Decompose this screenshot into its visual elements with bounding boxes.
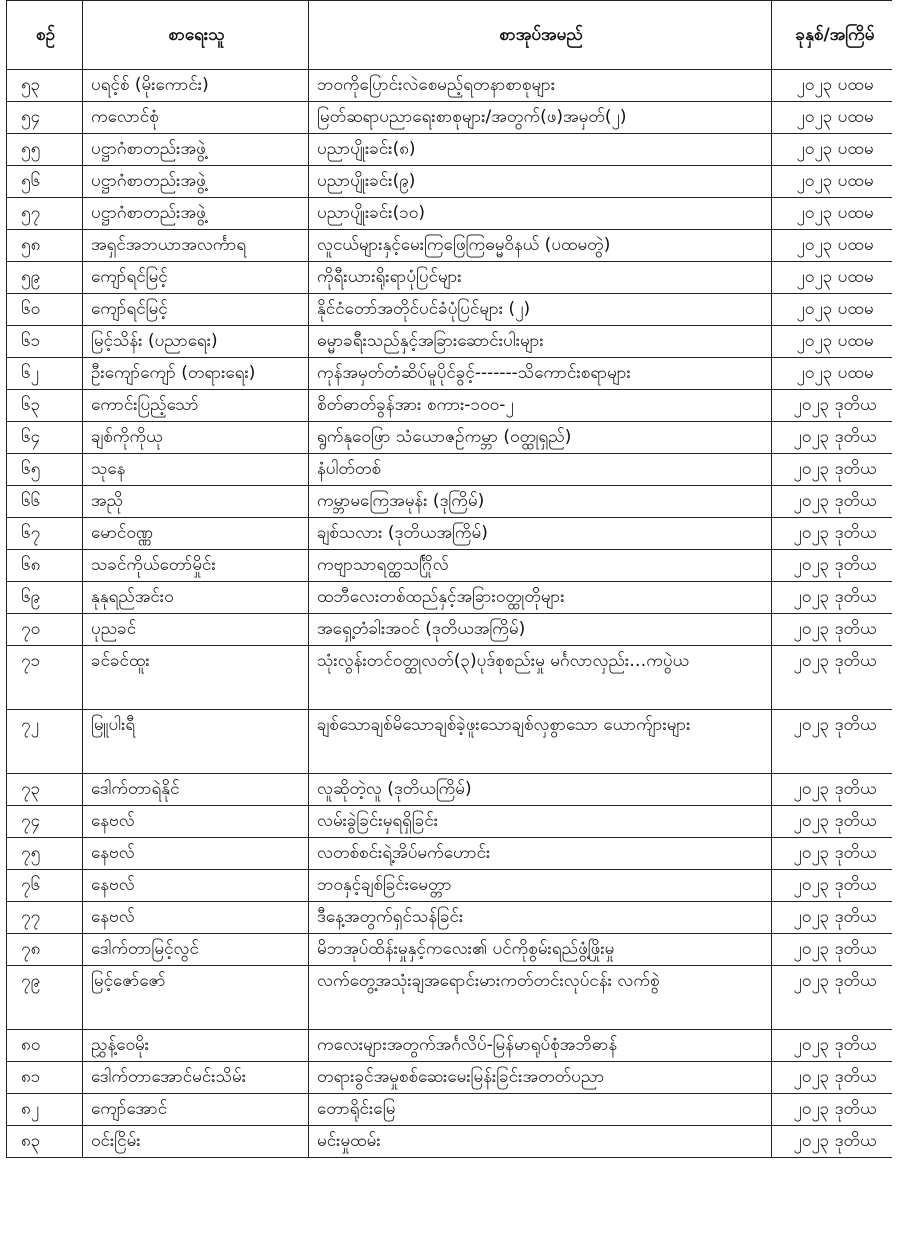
row-author: သုနေ (83, 454, 309, 486)
row-edition: ၂၀၂၃ ဒုတိယ (772, 518, 897, 550)
row-number: ၆၃ (7, 390, 83, 422)
row-author: ပဋ္ဌာဂံစာတည်းအဖွဲ့ (83, 134, 309, 166)
row-number: ၆၉ (7, 582, 83, 614)
book-list-table (6, 0, 897, 1158)
row-edition: ၂၀၂၃ ပထမ (772, 262, 897, 294)
row-author: ပုညခင် (83, 614, 309, 646)
row-number: ၅၉ (7, 262, 83, 294)
row-edition: ၂၀၂၃ ဒုတိယ (772, 1062, 897, 1094)
table-row (7, 774, 897, 806)
table-row (7, 198, 897, 230)
row-title: ဓမ္မာခရီးသည်နှင့်အခြားဆောင်းပါးများ (309, 326, 772, 358)
row-title: ထဘီလေးတစ်ထည်နှင့်အခြားဝတ္ထုတိုများ (309, 582, 772, 614)
row-number: ၅၇ (7, 198, 83, 230)
row-number: ၈၀ (7, 1030, 83, 1062)
row-title: ပညာပျိုးခင်း(၁၀) (309, 198, 772, 230)
row-number: ၅၃ (7, 70, 83, 102)
row-author: ညွှန့်ဝေမိုး (83, 1030, 309, 1062)
page-edge (892, 0, 900, 1233)
header-edition: ခုနှစ်/အကြိမ် (772, 1, 897, 70)
row-number: ၇၃ (7, 774, 83, 806)
row-edition: ၂၀၂၃ ဒုတိယ (772, 902, 897, 934)
row-number: ၇၄ (7, 806, 83, 838)
table-row (7, 422, 897, 454)
row-title: ကမ္ဘာမကြေအမုန်း (ဒုကြိမ်) (309, 486, 772, 518)
row-title: ဘဝနှင့်ချစ်ခြင်းမေတ္တာ (309, 870, 772, 902)
row-author: နေဗလ် (83, 870, 309, 902)
row-author: မြူပါးရီ (83, 710, 309, 774)
row-author: ပရင့်စ် (မိုးကောင်း) (83, 70, 309, 102)
row-title: ကိုရီးယားရိုးရာပုံပြင်များ (309, 262, 772, 294)
row-edition: ၂၀၂၃ ပထမ (772, 294, 897, 326)
row-author: ဝင်းငြိမ်း (83, 1126, 309, 1158)
row-title: ဒီနေ့အတွက်ရှင်သန်ခြင်း (309, 902, 772, 934)
row-number: ၆၁ (7, 326, 83, 358)
row-number: ၈၃ (7, 1126, 83, 1158)
row-title: လူငယ်များနှင့်မေးကြဖြေကြဓမ္မဝိနယ် (ပထမတွဲ) (309, 230, 772, 262)
row-title: နိုင်ငံတော်အတိုင်ပင်ခံပုံပြင်များ (၂) (309, 294, 772, 326)
row-edition: ၂၀၂၃ ဒုတိယ (772, 710, 897, 774)
row-title: ဘဝကိုပြောင်းလဲစေမည့်ရတနာစာစုများ (309, 70, 772, 102)
row-title: လက်တွေ့အသုံးချအရောင်းမားကတ်တင်းလုပ်ငန်း လက်စွဲ (309, 966, 772, 1030)
row-author: နုနုရည်အင်းဝ (83, 582, 309, 614)
row-author: ကလောင်စုံ (83, 102, 309, 134)
table-row (7, 390, 897, 422)
row-number: ၆၀ (7, 294, 83, 326)
row-number: ၈၂ (7, 1094, 83, 1126)
row-author: ကျော်ရင်မြင့် (83, 294, 309, 326)
row-author: ဦးကျော်ကျော် (တရားရေး) (83, 358, 309, 390)
row-author: ဒေါက်တာအောင်မင်းသိမ်း (83, 1062, 309, 1094)
row-edition: ၂၀၂၃ ပထမ (772, 166, 897, 198)
row-title: စိတ်ဓာတ်ခွန်အား စကား-၁၀၀-၂ (309, 390, 772, 422)
table-row (7, 518, 897, 550)
table-row (7, 294, 897, 326)
row-edition: ၂၀၂၃ ဒုတိယ (772, 1126, 897, 1158)
row-number: ၅၅ (7, 134, 83, 166)
row-edition: ၂၀၂၃ ဒုတိယ (772, 454, 897, 486)
table-row (7, 710, 897, 774)
row-number: ၇၅ (7, 838, 83, 870)
row-author: ကျော်အောင် (83, 1094, 309, 1126)
table-row (7, 486, 897, 518)
table-row (7, 614, 897, 646)
row-title: တောရိုင်းမြေ (309, 1094, 772, 1126)
row-title: တရားခွင်အမှုစစ်ဆေးမေးမြန်းခြင်းအတတ်ပညာ (309, 1062, 772, 1094)
row-title: ရွက်နုဝေဖြာ သံယောဇဉ်ကမ္ဘာ (ဝတ္ထုရှည်) (309, 422, 772, 454)
row-title: ပညာပျိုးခင်း(၉) (309, 166, 772, 198)
row-number: ၇၉ (7, 966, 83, 1030)
row-edition: ၂၀၂၃ ပထမ (772, 358, 897, 390)
row-title: မင်းမှုထမ်း (309, 1126, 772, 1158)
row-edition: ၂၀၂၃ ပထမ (772, 326, 897, 358)
table-header-row (7, 1, 897, 70)
row-number: ၆၂ (7, 358, 83, 390)
row-edition: ၂၀၂၃ ဒုတိယ (772, 774, 897, 806)
row-title: ကဗျာသာရတ္ထသင်္ဂြိုလ် (309, 550, 772, 582)
row-number: ၇၀ (7, 614, 83, 646)
row-author: မြင့်သိန်း (ပညာရေး) (83, 326, 309, 358)
row-edition: ၂၀၂၃ ဒုတိယ (772, 934, 897, 966)
row-title: ပညာပျိုးခင်း(၈) (309, 134, 772, 166)
row-title: ကလေးများအတွက်အင်္ဂလိပ်-မြန်မာရုပ်စုံအဘိဓာန် (309, 1030, 772, 1062)
row-author: အညို (83, 486, 309, 518)
row-number: ၇၆ (7, 870, 83, 902)
row-edition: ၂၀၂၃ ပထမ (772, 230, 897, 262)
row-number: ၈၁ (7, 1062, 83, 1094)
row-edition: ၂၀၂၃ ဒုတိယ (772, 806, 897, 838)
table-row (7, 902, 897, 934)
table-row (7, 262, 897, 294)
row-edition: ၂၀၂၃ ဒုတိယ (772, 838, 897, 870)
row-title: မြတ်ဆရာပညာရေးစာစုများ/အတွက်(ဖ)အမှတ်(၂) (309, 102, 772, 134)
table-row (7, 806, 897, 838)
row-author: ကောင်းပြည့်သော် (83, 390, 309, 422)
row-number: ၅၆ (7, 166, 83, 198)
table-row (7, 838, 897, 870)
row-author: နေဗလ် (83, 806, 309, 838)
table-row (7, 1062, 897, 1094)
table-row (7, 966, 897, 1030)
row-author: ပဋ္ဌာဂံစာတည်းအဖွဲ့ (83, 166, 309, 198)
table-row (7, 70, 897, 102)
row-edition: ၂၀၂၃ ဒုတိယ (772, 550, 897, 582)
row-number: ၅၄ (7, 102, 83, 134)
header-author: စာရေးသူ (83, 1, 309, 70)
header-number: စဉ် (7, 1, 83, 70)
row-edition: ၂၀၂၃ ပထမ (772, 70, 897, 102)
row-edition: ၂၀၂၃ ဒုတိယ (772, 1030, 897, 1062)
row-edition: ၂၀၂၃ ဒုတိယ (772, 614, 897, 646)
row-number: ၇၈ (7, 934, 83, 966)
row-title: လမ်းခွဲခြင်းမှရရှိခြင်း (309, 806, 772, 838)
row-title: နံပါတ်တစ် (309, 454, 772, 486)
row-title: လူဆိုတဲ့လူ (ဒုတိယကြိမ်) (309, 774, 772, 806)
row-title: ကုန်အမှတ်တံဆိပ်မူပိုင်ခွင့်-------သိကောင်းစရာများ (309, 358, 772, 390)
table-row (7, 550, 897, 582)
row-number: ၆၈ (7, 550, 83, 582)
table-row (7, 934, 897, 966)
row-author: ဒေါက်တာမြင့်လွင် (83, 934, 309, 966)
row-edition: ၂၀၂၃ ပထမ (772, 102, 897, 134)
row-title: လတစ်စင်းရဲ့အိပ်မက်ဟောင်း (309, 838, 772, 870)
table-row (7, 1094, 897, 1126)
row-edition: ၂၀၂၃ ပထမ (772, 134, 897, 166)
row-number: ၇၂ (7, 710, 83, 774)
row-author: ခင်ခင်ထူး (83, 646, 309, 710)
row-number: ၆၅ (7, 454, 83, 486)
table-row (7, 230, 897, 262)
row-edition: ၂၀၂၃ ပထမ (772, 198, 897, 230)
table-row (7, 454, 897, 486)
table-row (7, 646, 897, 710)
table-row (7, 870, 897, 902)
row-author: မြင့်ဇော်ဇော် (83, 966, 309, 1030)
table-row (7, 102, 897, 134)
row-title: မိဘအုပ်ထိန်းမှုနှင့်ကလေး၏ ပင်ကိုစွမ်းရည်ဖွံ့ဖြိုးမှု (309, 934, 772, 966)
table-row (7, 134, 897, 166)
table-row (7, 1126, 897, 1158)
row-number: ၆၆ (7, 486, 83, 518)
header-title: စာအုပ်အမည် (309, 1, 772, 70)
document-page (6, 0, 897, 1158)
row-title: ချစ်သလား (ဒုတိယအကြိမ်) (309, 518, 772, 550)
row-number: ၅၈ (7, 230, 83, 262)
row-title: သုံးလွန်းတင်ဝတ္ထုလတ်(၃)ပုဒ်စုစည်းမှု မင်္ဂလာလှည်း…ကပွဲယ (309, 646, 772, 710)
row-author: သခင်ကိုယ်တော်မှိုင်း (83, 550, 309, 582)
row-number: ၇၁ (7, 646, 83, 710)
table-row (7, 166, 897, 198)
row-number: ၇၇ (7, 902, 83, 934)
row-number: ၆၇ (7, 518, 83, 550)
row-edition: ၂၀၂၃ ဒုတိယ (772, 646, 897, 710)
row-edition: ၂၀၂၃ ဒုတိယ (772, 870, 897, 902)
row-author: နေဗလ် (83, 902, 309, 934)
row-edition: ၂၀၂၃ ဒုတိယ (772, 582, 897, 614)
row-number: ၆၄ (7, 422, 83, 454)
row-author: နေဗလ် (83, 838, 309, 870)
table-row (7, 1030, 897, 1062)
row-title: ချစ်သောချစ်မိသောချစ်ခဲ့ဖူးသောချစ်လှစွာသော ယောက်ျားများ (309, 710, 772, 774)
table-row (7, 582, 897, 614)
row-author: အရှင်အဘယာအလင်္ကာရ (83, 230, 309, 262)
row-edition: ၂၀၂၃ ဒုတိယ (772, 390, 897, 422)
row-edition: ၂၀၂၃ ဒုတိယ (772, 1094, 897, 1126)
row-title: အရှေ့တံခါးအဝင် (ဒုတိယအကြိမ်) (309, 614, 772, 646)
row-edition: ၂၀၂၃ ဒုတိယ (772, 422, 897, 454)
row-author: ချစ်ကိုကိုယု (83, 422, 309, 454)
row-author: ဒေါက်တာရဲနိုင် (83, 774, 309, 806)
row-edition: ၂၀၂၃ ဒုတိယ (772, 486, 897, 518)
row-edition: ၂၀၂၃ ဒုတိယ (772, 966, 897, 1030)
row-author: ကျော်ရင်မြင့် (83, 262, 309, 294)
row-author: မောင်ဝဏ္ဏ (83, 518, 309, 550)
table-row (7, 358, 897, 390)
row-author: ပဋ္ဌာဂံစာတည်းအဖွဲ့ (83, 198, 309, 230)
table-row (7, 326, 897, 358)
